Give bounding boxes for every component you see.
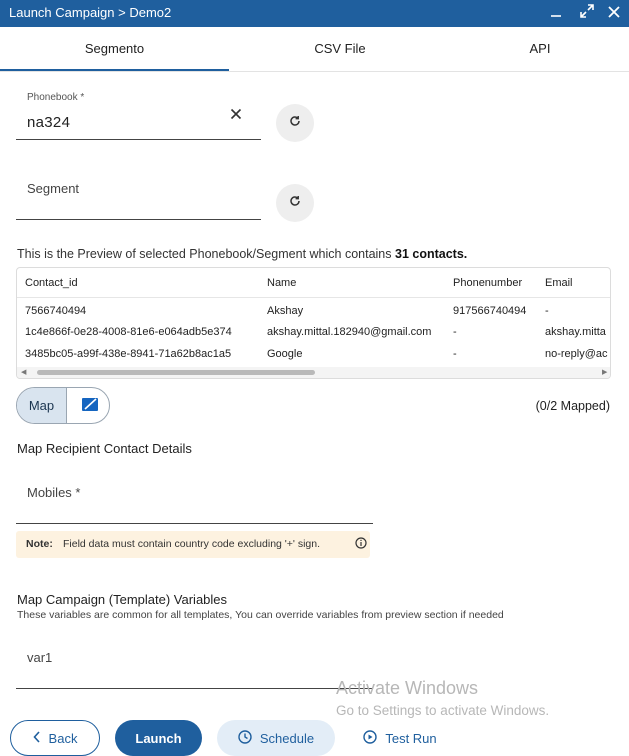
tab-segmento[interactable]: Segmento <box>0 27 229 71</box>
window-title: Launch Campaign > Demo2 <box>9 5 172 20</box>
mobiles-label: Mobiles * <box>27 485 81 500</box>
test-run-button[interactable] <box>350 720 450 756</box>
segment-field[interactable] <box>16 168 261 220</box>
cell-contact-id: 7566740494 <box>25 305 87 317</box>
tab-bar <box>0 27 629 72</box>
refresh-icon <box>289 194 301 212</box>
schedule-button[interactable] <box>217 720 335 756</box>
info-icon[interactable] <box>355 537 367 549</box>
segment-refresh-button[interactable] <box>276 184 314 222</box>
cell-name: akshay.mittal.182940@gmail.com <box>267 326 432 338</box>
segment-placeholder: Segment <box>27 181 80 196</box>
back-label: Back <box>48 730 78 746</box>
map-toggle-option[interactable]: Map <box>17 388 67 424</box>
schedule-label: Schedule <box>259 730 315 746</box>
window-titlebar <box>0 0 629 27</box>
tab-csv-file[interactable]: CSV File <box>314 41 366 56</box>
preview-prefix: This is the Preview of selected Phonebook/Segment which contains <box>17 247 395 261</box>
variables-section-title: Map Campaign (Template) Variables <box>17 592 228 607</box>
column-header-phonenumber: Phonenumber <box>453 277 523 289</box>
column-header-name: Name <box>267 277 297 289</box>
cell-email: no-reply@ac <box>545 348 608 360</box>
edit-icon <box>81 396 99 417</box>
recipient-section-title: Map Recipient Contact Details <box>17 441 192 456</box>
back-button[interactable] <box>10 720 100 756</box>
scroll-right-icon[interactable]: ▶ <box>602 369 608 376</box>
phonebook-refresh-button[interactable] <box>276 104 314 142</box>
cell-contact-id: 3485bc05-a99f-438e-8941-71a62b8ac1a5 <box>25 348 232 360</box>
cell-contact-id: 1c4e866f-0e28-4008-81e6-e064adb5e374 <box>25 326 232 338</box>
map-mode-toggle[interactable] <box>16 387 110 424</box>
minimize-icon[interactable] <box>546 3 566 23</box>
watermark-subtitle: Go to Settings to activate Windows. <box>336 703 550 718</box>
note-label: Note: <box>26 538 53 550</box>
clear-icon[interactable] <box>230 107 242 125</box>
var1-label: var1 <box>27 650 53 665</box>
contact-count: 31 contacts. <box>395 247 468 261</box>
test-run-label: Test Run <box>385 730 437 746</box>
cell-email: - <box>545 305 549 317</box>
clock-icon <box>238 730 252 747</box>
note-text: Field data must contain country code excluding '+' sign. <box>63 538 321 550</box>
phonebook-value: na324 <box>27 114 71 131</box>
mapped-status: (0/2 Mapped) <box>535 399 610 413</box>
horizontal-scrollbar[interactable] <box>17 367 611 379</box>
column-header-email: Email <box>545 277 573 289</box>
country-code-note <box>16 531 370 558</box>
close-icon[interactable] <box>604 3 624 23</box>
table-header <box>17 268 611 298</box>
cell-phonenumber: 917566740494 <box>453 305 527 317</box>
expand-icon[interactable] <box>577 3 597 23</box>
preview-table[interactable] <box>16 267 611 379</box>
cell-email: akshay.mitta <box>545 326 606 338</box>
edit-toggle-option[interactable] <box>68 388 110 424</box>
scrollbar-thumb[interactable] <box>37 370 315 375</box>
column-header-contact-id: Contact_id <box>25 277 78 289</box>
scroll-left-icon[interactable]: ◀ <box>21 369 27 376</box>
cell-phonenumber: - <box>453 348 457 360</box>
variables-subtext: These variables are common for all templates, You can override variables from preview section if needed <box>17 609 504 621</box>
launch-button[interactable] <box>115 720 202 756</box>
cell-phonenumber: - <box>453 326 457 338</box>
phonebook-field[interactable] <box>16 88 261 140</box>
var1-field[interactable] <box>16 637 373 689</box>
chevron-left-icon <box>33 731 41 746</box>
preview-summary <box>17 247 467 261</box>
launch-label: Launch <box>135 730 182 746</box>
tab-api[interactable]: API <box>529 41 551 56</box>
watermark-title: Activate Windows <box>336 678 479 698</box>
phonebook-label: Phonebook * <box>27 92 85 103</box>
refresh-icon <box>289 114 301 132</box>
cell-name: Google <box>267 348 303 360</box>
play-circle-icon <box>363 730 377 747</box>
mobiles-field[interactable] <box>16 472 373 524</box>
cell-name: Akshay <box>267 305 304 317</box>
